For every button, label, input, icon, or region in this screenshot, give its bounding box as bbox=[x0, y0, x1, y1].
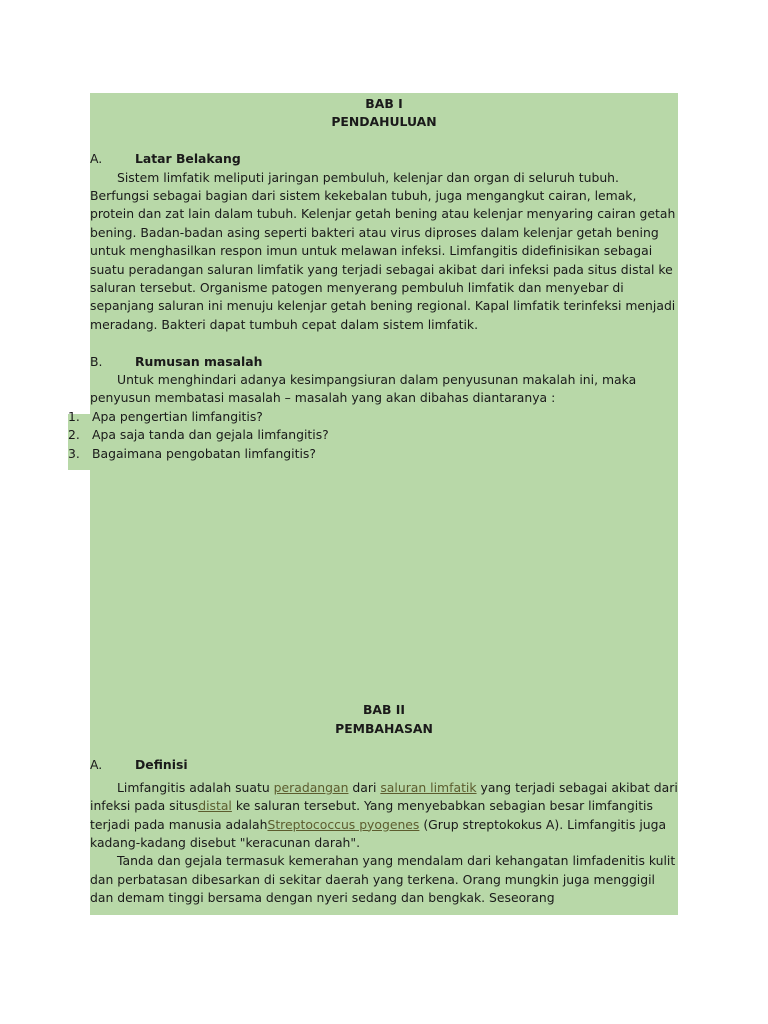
section-b-letter: B. bbox=[90, 353, 103, 369]
list-item bbox=[68, 408, 678, 426]
definisi-text: (Grup streptokokus A). Limfangitis juga kadang-kadang disebut "keracunan darah". bbox=[90, 816, 667, 850]
section-a-title: Latar Belakang bbox=[135, 151, 241, 167]
definisi-heading bbox=[90, 756, 678, 774]
section-a-letter: A. bbox=[90, 151, 103, 167]
definisi-text: Limfangitis adalah suatu bbox=[117, 779, 274, 795]
latar-belakang-paragraph: Sistem limfatik meliputi jaringan pembuluh, kelenjar dan organ di seluruh tubuh. Berfungsi sebagai bagian dari sistem kekebalan tubuh, juga mengangkut cairan, lemak, protein dan zat lain dalam tubuh. Kelenjar getah bening atau kelenjar menyaring cairan getah bening. Badan-badan asing seperti bakteri atau virus diproses dalam kelenjar getah bening untuk menghasilkan respon imun untuk melawan infeksi. Limfangitis didefinisikan sebagai suatu peradangan saluran limfatik yang terjadi sebagai akibat dari infeksi pada situs distal ke saluran tersebut. Organisme patogen menyerang pembuluh limfatik dan menyebar di sepanjang saluran ini menuju kelenjar getah bening regional. Kapal limfatik terinfeksi menjadi meradang. Bakteri dapat tumbuh cepat dalam sistem limfatik. bbox=[90, 169, 676, 332]
section-b-heading bbox=[90, 353, 678, 371]
definisi-text: dari bbox=[348, 779, 381, 795]
tanda-gejala-paragraph: Tanda dan gejala termasuk kemerahan yang mendalam dari kehangatan limfadenitis kulit dan perbatasan dibesarkan di sekitar daerah yang terkena. Orang mungkin juga menggigil dan demam tinggi bersama dengan nyeri sedang dan bengkak. Seseorang bbox=[90, 853, 676, 906]
definisi-text: yang terjadi sebagai akibat dari infeksi pada situs bbox=[90, 779, 678, 814]
list-item bbox=[68, 426, 678, 444]
rumusan-masalah-paragraph: Untuk menghindari adanya kesimpangsiuran dalam penyusunan makalah ini, maka penyusun membatasi masalah – masalah yang akan dibahas diantaranya : bbox=[90, 372, 637, 406]
list-item-number: 3. bbox=[68, 445, 80, 461]
document-content bbox=[68, 93, 678, 908]
list-item-number: 2. bbox=[68, 427, 80, 443]
link-distal[interactable]: distal bbox=[198, 798, 232, 814]
section-b-title: Rumusan masalah bbox=[135, 353, 263, 369]
bab2-subtitle: PEMBAHASAN bbox=[335, 720, 433, 736]
definisi-text: ke saluran tersebut. Yang menyebabkan sebagian besar limfangitis terjadi pada manusia adalah bbox=[90, 798, 653, 832]
list-item-text: Apa pengertian limfangitis? bbox=[92, 408, 263, 424]
definisi-letter: A. bbox=[90, 757, 103, 773]
bab2-title: BAB II bbox=[362, 702, 405, 718]
section-a-heading bbox=[90, 150, 678, 168]
link-streptococcus-pyogenes[interactable]: Streptococcus pyogenes bbox=[267, 816, 420, 832]
link-peradangan[interactable]: peradangan bbox=[273, 779, 349, 795]
list-item-text: Apa saja tanda dan gejala limfangitis? bbox=[92, 427, 329, 443]
bab1-title: BAB I bbox=[365, 96, 403, 111]
definisi-title: Definisi bbox=[135, 757, 188, 773]
definisi-paragraph bbox=[90, 779, 678, 853]
list-item bbox=[68, 445, 678, 463]
rumusan-list bbox=[68, 408, 678, 463]
link-saluran-limfatik[interactable]: saluran limfatik bbox=[380, 779, 477, 795]
list-item-number: 1. bbox=[68, 408, 80, 424]
list-item-text: Bagaimana pengobatan limfangitis? bbox=[92, 445, 316, 461]
bab1-subtitle: PENDAHULUAN bbox=[331, 114, 437, 130]
